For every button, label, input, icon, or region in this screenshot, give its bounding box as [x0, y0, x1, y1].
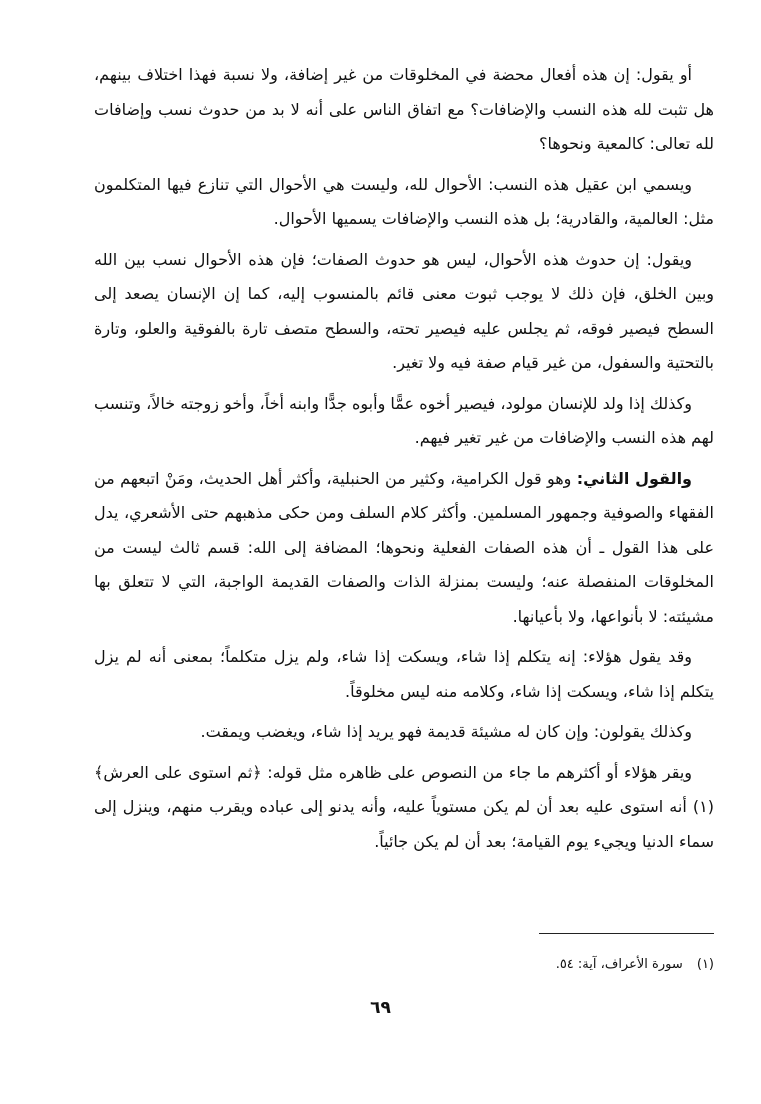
paragraph-5-text: وهو قول الكرامية، وكثير من الحنبلية، وأكثر أهل الحديث، ومَنْ اتبعهم من الفقهاء والصوفية وجمهور المسلمين. وأكثر كلام السلف ومن حكى مذهبهم حتى الأشعري، يدل على هذا القول ـ أن هذه الصفات الفعلية ونحوها؛ المضافة إلى الله: قسم ثالث ليست من المخلوقات المنفصلة عنه؛ وليست بمنزلة الذات والصفات القديمة الواجبة، التي لا تتعلق بها مشيئته: لا بأنواعها، ولا بأعيانها.	[94, 468, 714, 626]
paragraph-5	[94, 462, 714, 635]
paragraph-6	[94, 640, 714, 709]
paragraph-3-text: ويقول: إن حدوث هذه الأحوال، ليس هو حدوث الصفات؛ فإن هذه الأحوال نسب بين الله وبين الخلق، فإن ذلك لا يوجب ثبوت معنى قائم بالمنسوب إليه، كما إن الإنسان يصعد إلى السطح فيصير فوقه، ثم يجلس عليه فيصير تحته، والسطح متصف تارة بالفوقية والعلو، وتارة بالتحتية والسفول، من غير قيام صفة فيه ولا تغير.	[94, 249, 714, 372]
paragraph-2	[94, 168, 714, 237]
footnote-divider	[539, 933, 714, 934]
paragraph-5-lead: والقول الثاني:	[576, 468, 693, 488]
footnote	[314, 955, 714, 975]
paragraph-6-text: وقد يقول هؤلاء: إنه يتكلم إذا شاء، ويسكت إذا شاء، ولم يزل متكلماً؛ بمعنى أنه لم يزل يتكلم إذا شاء، ويسكت إذا شاء، وكلامه منه ليس مخلوقاً.	[94, 647, 714, 701]
paragraph-4-text: وكذلك إذا ولد للإنسان مولود، فيصير أخوه عمًّا وأبوه جدًّا وابنه أخاً، وأخو زوجته خالاً، وتنسب لهم هذه النسب والإضافات من غير تغير فيهم.	[94, 393, 714, 447]
paragraph-2-text: ويسمي ابن عقيل هذه النسب: الأحوال لله، وليست هي الأحوال التي تنازع فيها المتكلمون مثل: العالمية، والقادرية؛ بل هذه النسب والإضافات يسميها الأحوال.	[94, 174, 714, 228]
paragraph-7-text: وكذلك يقولون: وإن كان له مشيئة قديمة فهو يريد إذا شاء، ويغضب ويمقت.	[200, 722, 692, 741]
paragraph-3	[94, 243, 714, 381]
paragraph-1-text: أو يقول: إن هذه أفعال محضة في المخلوقات من غير إضافة، ولا نسبة فهذا اختلاف بينهم، هل تثبت لله هذه النسب والإضافات؟ مع اتفاق الناس على أنه لا بد من حدوث نسب وإضافات لله تعالى: كالمعية ونحوها؟	[94, 65, 714, 153]
footnote-number: (١)	[696, 957, 714, 972]
paragraph-8-text: ويقر هؤلاء أو أكثرهم ما جاء من النصوص على ظاهره مثل قوله: ﴿ثم استوى على العرش﴾ (١) أنه استوى عليه بعد أن لم يكن مستوياً عليه، وأنه يدنو إلى عباده ويقرب منهم، وينزل إلى سماء الدنيا ويجيء يوم القيامة؛ بعد أن لم يكن جائياً.	[94, 762, 714, 851]
paragraph-1	[94, 58, 714, 162]
paragraph-7	[94, 715, 714, 750]
footnote-text: سورة الأعراف، آية: ٥٤.	[555, 957, 683, 972]
paragraph-8	[94, 756, 714, 860]
page-body	[94, 58, 714, 865]
page-number: ٦٩	[370, 998, 391, 1018]
paragraph-4	[94, 387, 714, 456]
